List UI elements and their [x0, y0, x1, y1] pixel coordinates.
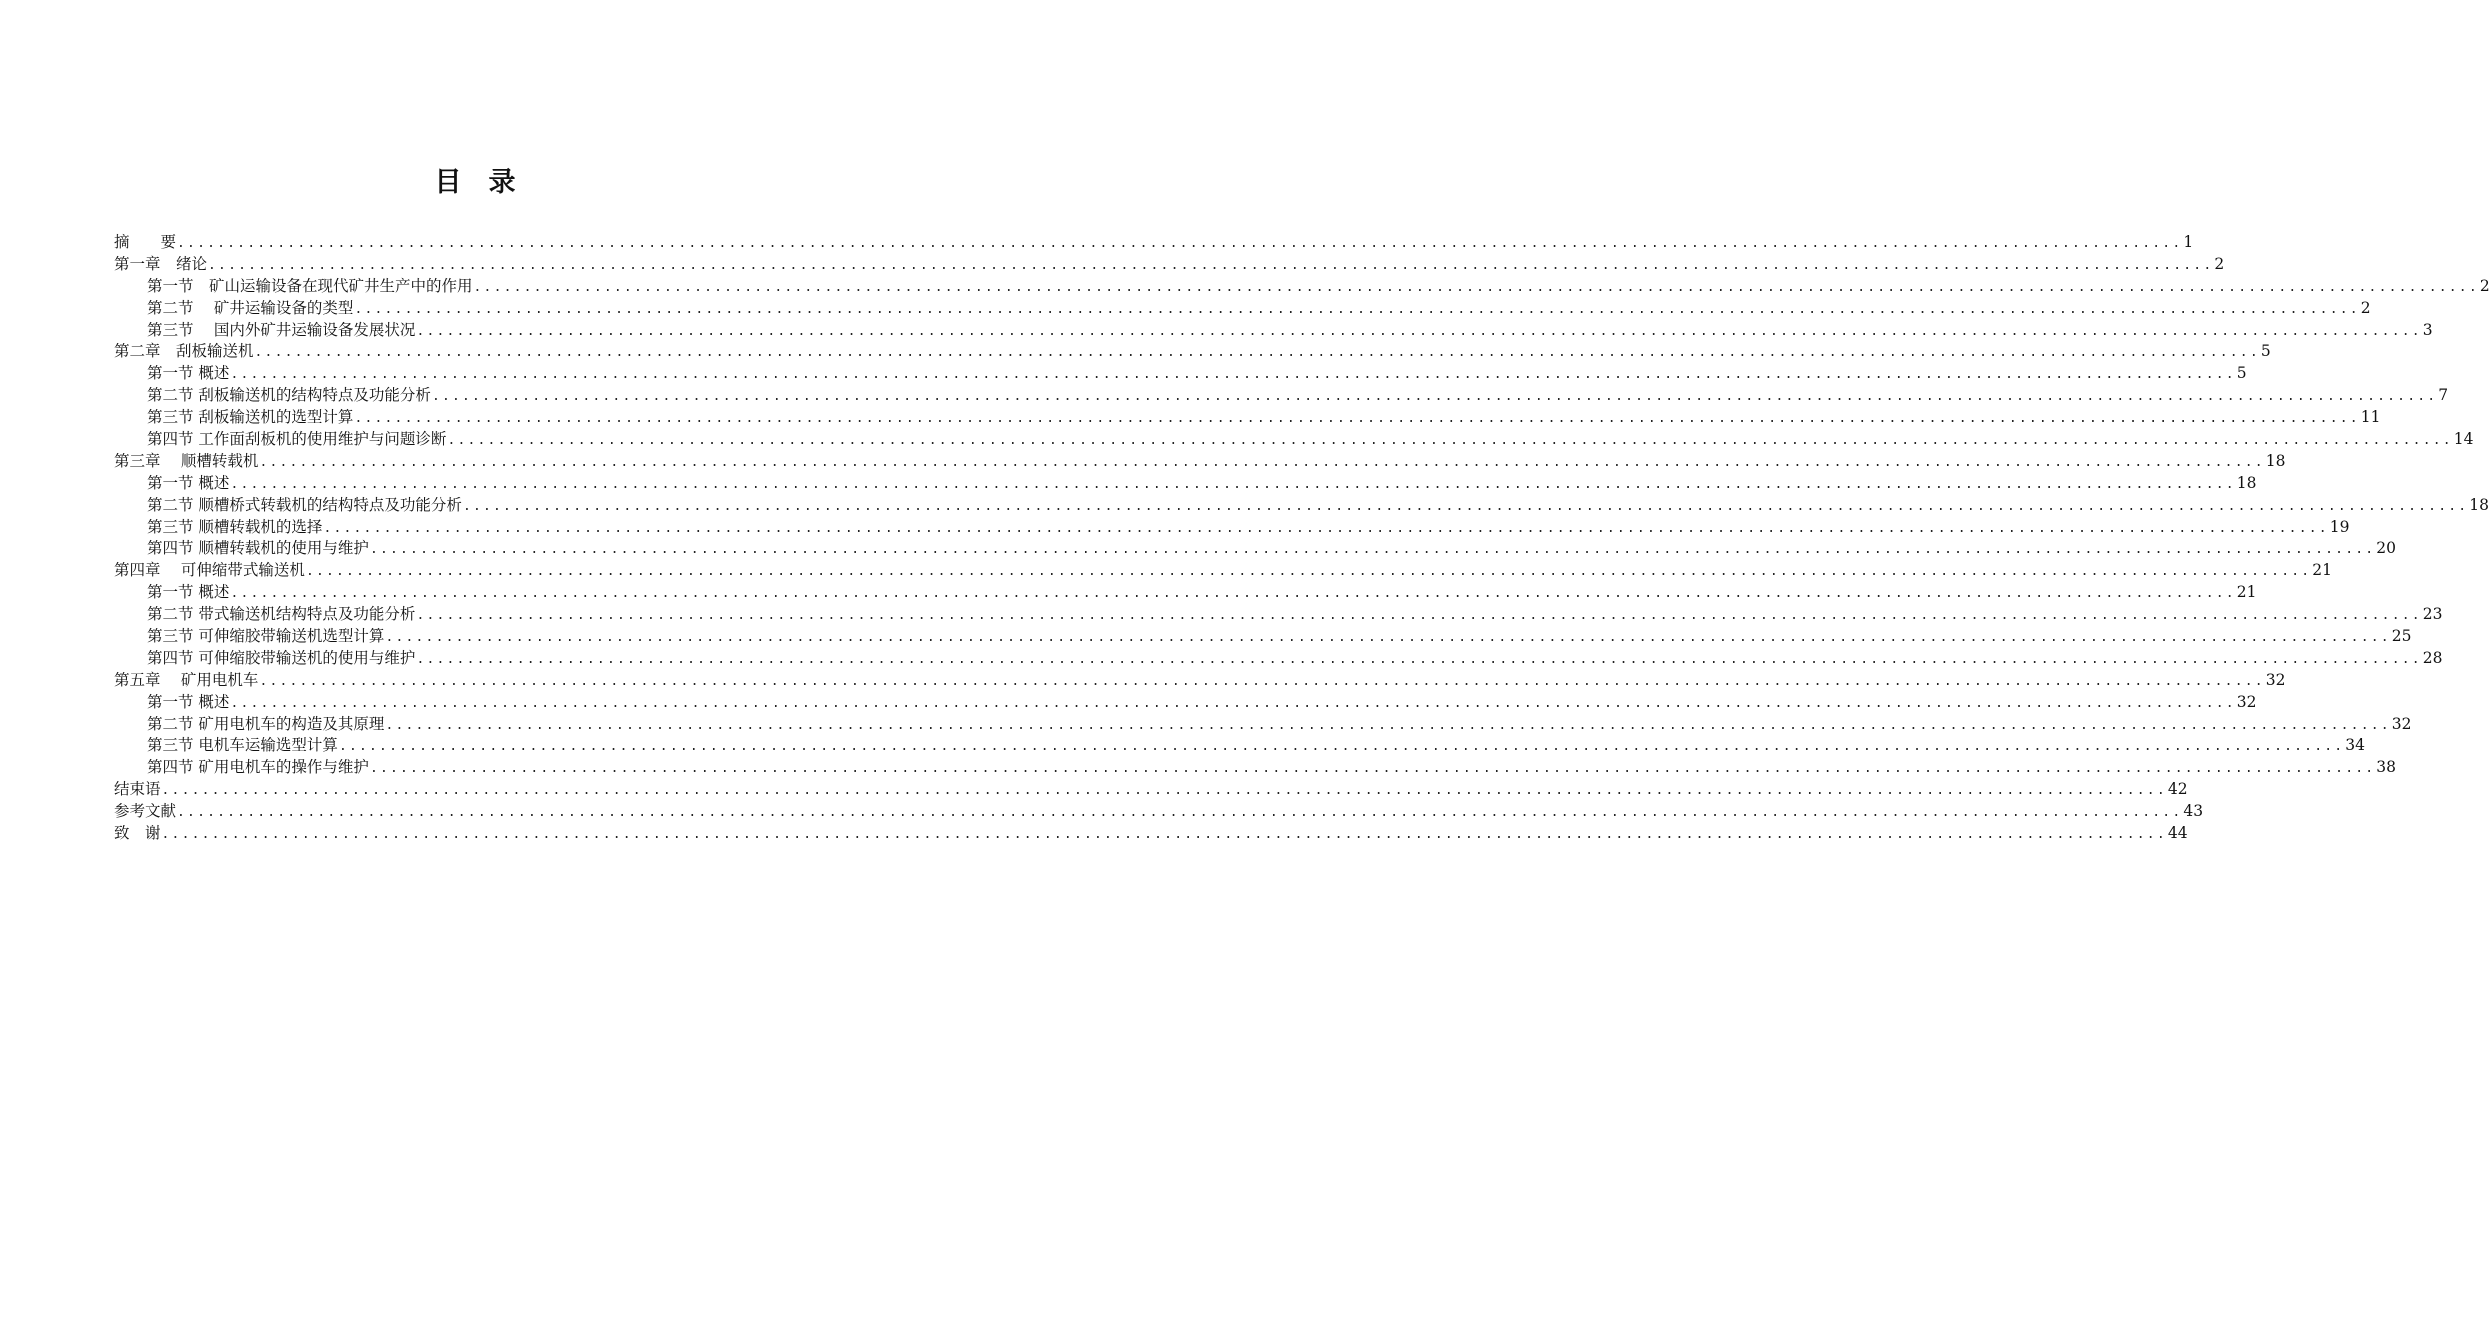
toc-section-entry[interactable]: [114, 407, 2381, 429]
toc-section-entry[interactable]: [114, 473, 2257, 495]
toc-entry-label: 第一章 绪论: [114, 254, 208, 273]
toc-entry-label: 第一节 概述: [147, 364, 230, 383]
toc-page-number: 32: [2265, 670, 2286, 689]
toc-entry-label: 第二章 刮板输送机: [114, 342, 254, 361]
toc-section-entry[interactable]: [114, 604, 2443, 626]
toc-section-entry[interactable]: [114, 276, 2490, 298]
toc-dot-leader: ........................................................................................................................................................................................................: [338, 739, 2345, 755]
toc-dot-leader: ........................................................................................................................................................................................................: [323, 520, 2329, 536]
toc-chapter-entry[interactable]: [114, 823, 2188, 845]
toc-dot-leader: ........................................................................................................................................................................................................: [177, 236, 2183, 251]
toc-entry-label: 第一节 矿山运输设备在现代矿井生产中的作用: [147, 276, 473, 295]
toc-section-entry[interactable]: [114, 735, 2366, 757]
toc-page-number: 11: [2360, 408, 2381, 427]
toc-dot-leader: ........................................................................................................................................................................................................: [447, 433, 2453, 449]
toc-page-number: 18: [2236, 473, 2257, 492]
toc-dot-leader: ........................................................................................................................................................................................................: [416, 651, 2422, 667]
toc-page-number: 1: [2183, 233, 2194, 251]
toc-section-entry[interactable]: [114, 385, 2449, 407]
toc-section-entry[interactable]: [114, 626, 2412, 648]
toc-page-number: 18: [2469, 495, 2490, 514]
toc-dot-leader: ........................................................................................................................................................................................................: [230, 695, 2236, 711]
toc-page-number: 21: [2236, 583, 2257, 602]
toc-page-number: 19: [2329, 517, 2350, 536]
toc-page-number: 5: [2236, 364, 2247, 383]
toc-entry-label: 第二节 带式输送机结构特点及功能分析: [147, 605, 416, 624]
toc-page-number: 43: [2183, 802, 2204, 821]
toc-section-entry[interactable]: [114, 692, 2257, 714]
toc-page-number: 32: [2391, 714, 2412, 733]
toc-section-entry[interactable]: [114, 582, 2257, 604]
toc-dot-leader: ........................................................................................................................................................................................................: [208, 257, 2214, 273]
toc-entry-label: 第一节 概述: [147, 473, 230, 492]
toc-page-number: 2: [2479, 276, 2490, 295]
toc-page-number: 44: [2167, 824, 2188, 843]
toc-chapter-entry[interactable]: [114, 254, 2225, 276]
toc-entry-label: 第二节 矿用电机车的构造及其原理: [147, 714, 385, 733]
toc-entry-label: 第五章 矿用电机车: [114, 670, 259, 689]
toc-entry-label: 结束语: [114, 780, 161, 799]
toc-chapter-entry[interactable]: [114, 341, 2271, 363]
toc-section-entry[interactable]: [114, 714, 2412, 736]
toc-dot-leader: ........................................................................................................................................................................................................: [259, 454, 2265, 470]
toc-chapter-entry[interactable]: [114, 451, 2286, 473]
toc-section-entry[interactable]: [114, 429, 2474, 451]
toc-page-number: 20: [2376, 539, 2397, 558]
toc-section-entry[interactable]: [114, 298, 2371, 320]
toc-page-number: 28: [2422, 648, 2443, 667]
toc-entry-label: 第三节 电机车运输选型计算: [147, 736, 338, 755]
toc-entry-label: 第三章 顺槽转载机: [114, 451, 259, 470]
toc-section-entry[interactable]: [114, 517, 2350, 539]
toc-entry-label: 第三节 刮板输送机的选型计算: [147, 408, 354, 427]
toc-dot-leader: ........................................................................................................................................................................................................: [385, 630, 2391, 646]
toc-dot-leader: ........................................................................................................................................................................................................: [161, 783, 2167, 799]
toc-chapter-entry[interactable]: [114, 232, 2194, 254]
toc-entry-label: 第二节 刮板输送机的结构特点及功能分析: [147, 386, 431, 405]
toc-dot-leader: ........................................................................................................................................................................................................: [354, 411, 2360, 427]
toc-dot-leader: ........................................................................................................................................................................................................: [385, 717, 2391, 733]
toc-entry-label: 第三节 国内外矿井运输设备发展状况: [147, 320, 416, 339]
toc-dot-leader: ........................................................................................................................................................................................................: [230, 586, 2236, 602]
toc-entry-label: 参考文献: [114, 802, 177, 821]
toc-page-number: 2: [2214, 254, 2225, 273]
toc-section-entry[interactable]: [114, 320, 2433, 342]
toc-page-number: 32: [2236, 692, 2257, 711]
toc-page-number: 3: [2422, 320, 2433, 339]
toc-page-number: 18: [2265, 451, 2286, 470]
toc-section-entry[interactable]: [114, 757, 2397, 779]
toc-page-number: 7: [2438, 386, 2449, 405]
toc-dot-leader: ........................................................................................................................................................................................................: [416, 608, 2422, 624]
toc-dot-leader: ........................................................................................................................................................................................................: [369, 761, 2376, 777]
toc-dot-leader: ........................................................................................................................................................................................................: [254, 345, 2260, 361]
toc-entry-label: 第三节 顺槽转载机的选择: [147, 517, 323, 536]
toc-page-number: 25: [2391, 627, 2412, 646]
toc-dot-leader: ........................................................................................................................................................................................................: [259, 673, 2265, 689]
toc-chapter-entry[interactable]: [114, 801, 2204, 823]
toc-entry-label: 第四节 顺槽转载机的使用与维护: [147, 539, 369, 558]
toc-page-number: 38: [2376, 758, 2397, 777]
toc-entry-label: 致 谢: [114, 824, 161, 843]
toc-title: 目 录: [434, 167, 516, 198]
toc-entry-label: 第四节 矿用电机车的操作与维护: [147, 758, 369, 777]
toc-section-entry[interactable]: [114, 495, 2490, 517]
toc-entry-label: 第二节 顺槽桥式转载机的结构特点及功能分析: [147, 495, 462, 514]
toc-dot-leader: ........................................................................................................................................................................................................: [473, 279, 2479, 295]
toc-section-entry[interactable]: [114, 648, 2443, 670]
toc-page-number: 2: [2360, 298, 2371, 317]
toc-page-number: 42: [2167, 780, 2188, 799]
toc-dot-leader: ........................................................................................................................................................................................................: [431, 389, 2438, 405]
toc-entry-label: 第四章 可伸缩带式输送机: [114, 561, 305, 580]
toc-entry-label: 第一节 概述: [147, 583, 230, 602]
toc-page-number: 23: [2422, 605, 2443, 624]
toc-section-entry[interactable]: [114, 363, 2247, 385]
toc-dot-leader: ........................................................................................................................................................................................................: [161, 827, 2167, 843]
toc-dot-leader: ........................................................................................................................................................................................................: [416, 323, 2422, 339]
toc-entry-label: 第二节 矿井运输设备的类型: [147, 298, 354, 317]
toc-entry-label: 摘 要: [114, 233, 177, 251]
toc-page-number: 5: [2260, 342, 2271, 361]
toc-page-number: 21: [2312, 561, 2333, 580]
toc-entry-label: 第三节 可伸缩胶带输送机选型计算: [147, 627, 385, 646]
toc-entry-label: 第一节 概述: [147, 692, 230, 711]
toc-dot-leader: ........................................................................................................................................................................................................: [354, 301, 2360, 317]
toc-dot-leader: ........................................................................................................................................................................................................: [462, 498, 2469, 514]
toc-entry-label: 第四节 工作面刮板机的使用维护与问题诊断: [147, 430, 447, 449]
toc-chapter-entry[interactable]: [114, 560, 2333, 582]
toc-page-number: 34: [2345, 736, 2366, 755]
toc-dot-leader: ........................................................................................................................................................................................................: [230, 476, 2236, 492]
toc-chapter-entry[interactable]: [114, 670, 2286, 692]
toc-page-number: 14: [2453, 430, 2474, 449]
toc-dot-leader: ........................................................................................................................................................................................................: [369, 542, 2376, 558]
toc-entry-label: 第四节 可伸缩胶带输送机的使用与维护: [147, 648, 416, 667]
toc-section-entry[interactable]: [114, 538, 2397, 560]
toc-dot-leader: ........................................................................................................................................................................................................: [177, 805, 2183, 821]
toc-list: [114, 232, 2490, 845]
toc-dot-leader: ........................................................................................................................................................................................................: [305, 564, 2312, 580]
toc-dot-leader: ........................................................................................................................................................................................................: [230, 367, 2236, 383]
toc-chapter-entry[interactable]: [114, 779, 2188, 801]
